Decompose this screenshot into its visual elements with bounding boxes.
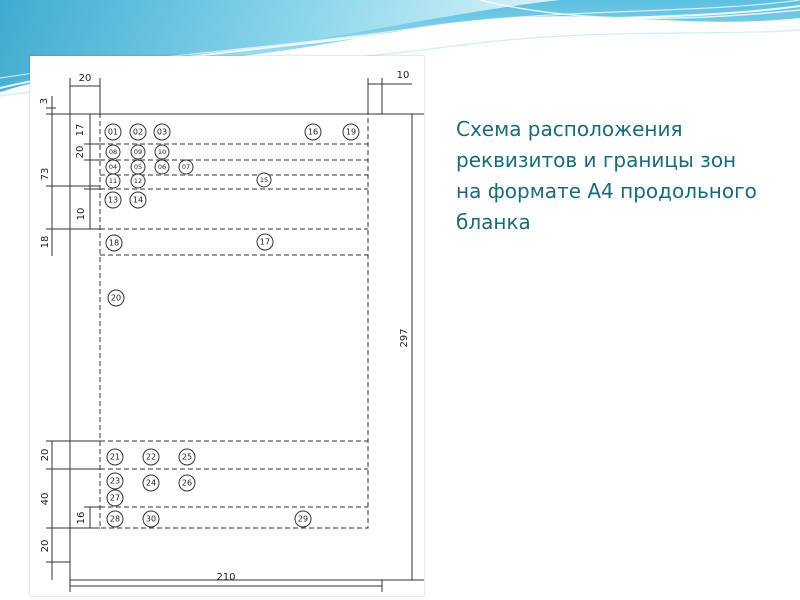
requisite-18: 18 bbox=[108, 238, 120, 248]
requisite-13: 13 bbox=[107, 195, 119, 205]
a4-layout-scheme bbox=[30, 56, 424, 596]
dim-bottom-16: 16 bbox=[76, 511, 87, 525]
requisite-22: 22 bbox=[145, 452, 157, 462]
dim-top-margin: 3 bbox=[39, 97, 50, 105]
dim-left-10: 10 bbox=[76, 207, 87, 221]
requisite-19: 19 bbox=[345, 127, 357, 137]
requisite-07: 07 bbox=[181, 163, 191, 171]
dim-top-right: 10 bbox=[396, 70, 410, 81]
requisite-24: 24 bbox=[145, 478, 157, 488]
caption-line-3: на формате А4 продольного bbox=[456, 179, 757, 203]
a4-scheme-drawing bbox=[30, 56, 424, 596]
requisite-23: 23 bbox=[109, 476, 121, 486]
requisite-29: 29 bbox=[297, 514, 309, 524]
dim-left-17: 17 bbox=[75, 123, 86, 137]
requisite-10: 10 bbox=[157, 148, 167, 156]
requisite-15: 15 bbox=[259, 176, 269, 184]
requisite-25: 25 bbox=[181, 452, 193, 462]
dim-right-297: 297 bbox=[399, 328, 410, 348]
requisite-06: 06 bbox=[157, 163, 167, 171]
requisite-03: 03 bbox=[156, 127, 168, 137]
requisite-14: 14 bbox=[132, 195, 144, 205]
requisite-28: 28 bbox=[109, 514, 121, 524]
requisite-02: 02 bbox=[132, 127, 144, 137]
dim-bottom-20a: 20 bbox=[40, 448, 51, 462]
dim-left-18: 18 bbox=[40, 235, 51, 249]
requisite-09: 09 bbox=[133, 148, 143, 156]
requisite-21: 21 bbox=[109, 452, 121, 462]
requisite-17: 17 bbox=[259, 237, 271, 247]
requisite-05: 05 bbox=[133, 163, 143, 171]
caption-line-2: реквизитов и границы зон bbox=[456, 148, 737, 172]
dim-left-73: 73 bbox=[40, 167, 51, 181]
caption-line-1: Схема расположения bbox=[456, 117, 683, 141]
dim-bottom-40: 40 bbox=[40, 492, 51, 506]
requisite-08: 08 bbox=[108, 148, 118, 156]
requisite-16: 16 bbox=[307, 127, 319, 137]
requisite-20: 20 bbox=[110, 293, 122, 303]
requisite-04: 04 bbox=[108, 163, 118, 171]
slide-caption bbox=[456, 114, 786, 238]
dim-bottom-210: 210 bbox=[216, 572, 236, 583]
requisite-11: 11 bbox=[108, 177, 118, 185]
dim-bottom-20b: 20 bbox=[40, 539, 51, 553]
dim-left-20: 20 bbox=[75, 145, 86, 159]
requisite-30: 30 bbox=[145, 514, 157, 524]
dim-top-left: 20 bbox=[78, 73, 92, 84]
requisite-12: 12 bbox=[133, 177, 143, 185]
page-outline bbox=[70, 114, 412, 580]
requisite-26: 26 bbox=[181, 478, 193, 488]
requisite-01: 01 bbox=[107, 127, 119, 137]
requisite-27: 27 bbox=[109, 493, 121, 503]
caption-line-4: бланка bbox=[456, 210, 531, 234]
